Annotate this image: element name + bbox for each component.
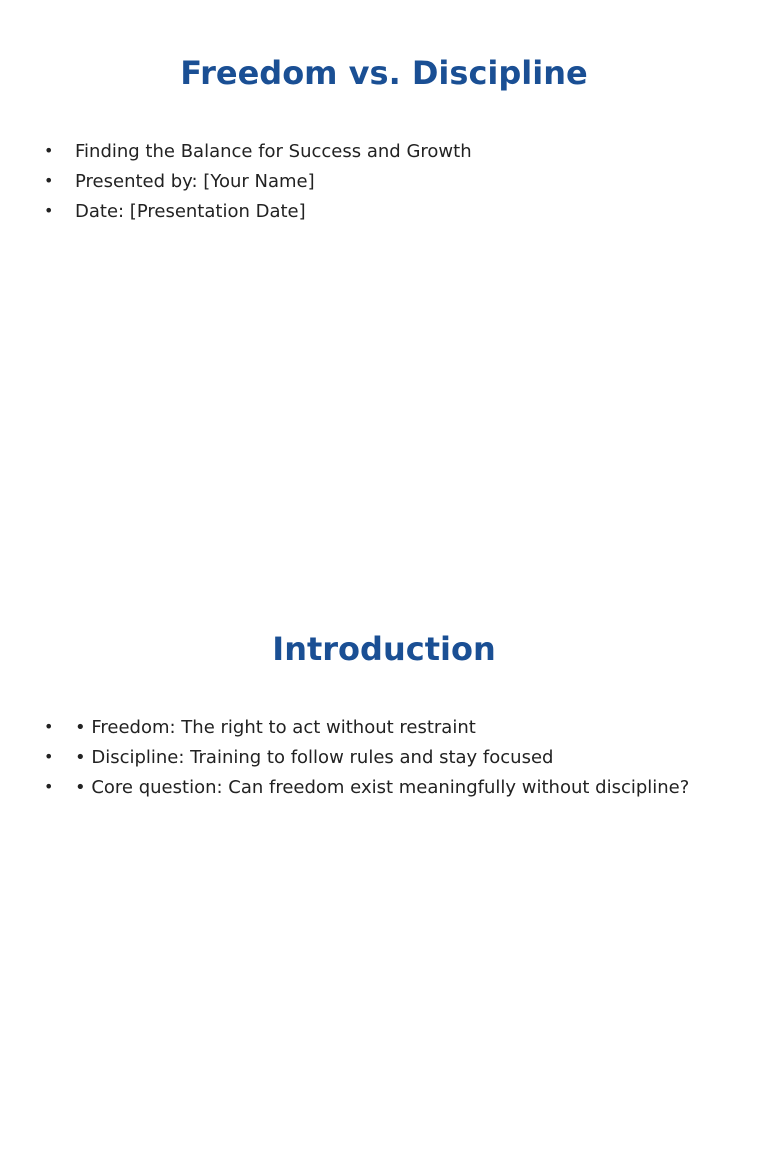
bullet-text: • Discipline: Training to follow rules and stay focused (75, 747, 554, 768)
bullet-icon: • (44, 777, 54, 796)
bullet-icon: • (44, 717, 54, 736)
bullet-text: Presented by: [Your Name] (75, 171, 315, 192)
bullet-icon: • (44, 747, 54, 766)
bullet-icon: • (44, 141, 54, 160)
slide-title: Freedom vs. Discipline (180, 54, 588, 92)
slide-introduction (0, 576, 768, 1152)
bullet-icon: • (44, 171, 54, 190)
bullet-text: Date: [Presentation Date] (75, 201, 306, 222)
slide-title: Introduction (272, 630, 496, 668)
bullet-icon: • (44, 201, 54, 220)
bullet-text: • Freedom: The right to act without restraint (75, 717, 476, 738)
bullet-text: Finding the Balance for Success and Growth (75, 141, 472, 162)
bullet-text: • Core question: Can freedom exist meaningfully without discipline? (75, 777, 690, 798)
